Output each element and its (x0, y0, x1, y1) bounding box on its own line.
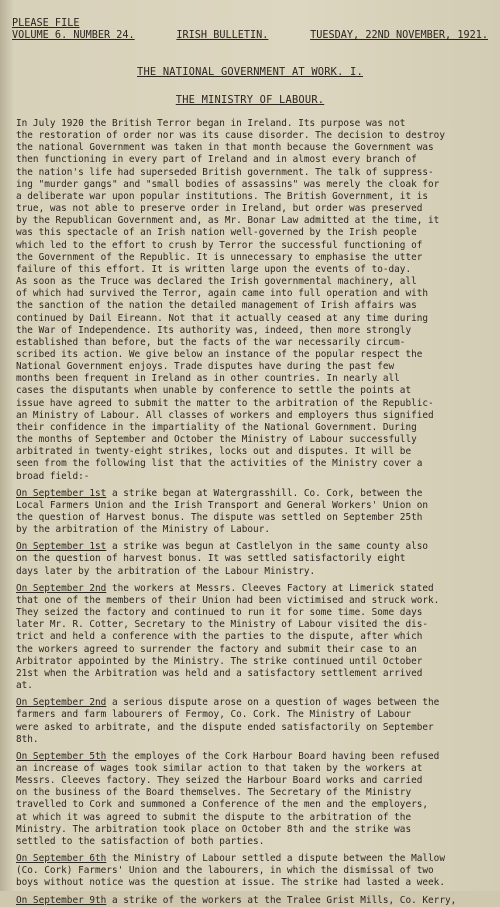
entry-date: On September 9th (16, 894, 107, 906)
please-file-label: PLEASE FILE (12, 18, 80, 29)
header-line (12, 30, 488, 42)
entry-paragraph (16, 853, 482, 889)
entry-date: On September 1st (16, 487, 107, 499)
entry-paragraph (16, 751, 482, 848)
entry-paragraph (16, 583, 482, 692)
entry-text: a strike began at Watergrasshill. Co. Cork, between the Local Farmers Union and the Irish Transport and General Workers' Union on the question of Harvest bonus. The dispute was settled on September 25th by the arbitration of the Ministry of Labour. (16, 487, 429, 536)
entry-text: the Ministry of Labour settled a dispute between the Mallow (Co. Cork) Farmers' Union and the labourers, in which the dismissal of two boys without notice was the question at issue. The strike had lasted a week. (16, 853, 445, 889)
article-subtitle: THE MINISTRY OF LABOUR. (175, 94, 325, 106)
entry-date: On September 2nd (16, 697, 107, 709)
entry-paragraph (16, 488, 482, 537)
entry-paragraph (16, 895, 482, 907)
entry-paragraph (16, 697, 482, 746)
entry-text: a serious dispute arose on a question of wages between the farmers and farm labourers of Fermoy, Co. Cork. The Ministry of Labour were asked to arbitrate, and the dispute ended satisfactorily on September 8th. (16, 697, 440, 745)
entry-date: On September 5th (16, 750, 107, 762)
entry-text: a strike of the workers at the Tralee Grist Mills, Co. Kerry, (106, 894, 457, 906)
entry-text: a strike was begun at Castlelyon in the same county also on the question of harvest bonus. It was settled satisfactorily eight days later by the arbitration of the Labour Ministry. (16, 541, 429, 577)
issue-date: TUESDAY, 22ND NOVEMBER, 1921. (310, 30, 488, 41)
publication-name: IRISH BULLETIN. (176, 30, 269, 41)
entry-text: the employes of the Cork Harbour Board having been refused an increase of wages took similar action to that taken by the workers at Messrs. Cleeves factory. They seized the Harbour Board works and carried on the business of the Board themselves. The Secretary of the Ministry travelled to Cork and summoned a Conference of the men and the employers, at which it was agreed to submit the dispute to the arbitration of the Ministry. The arbitration took place on October 8th and the strike was settled to the satisfaction of both parties. (16, 750, 440, 847)
article-body (16, 118, 482, 907)
bulletin-header (12, 18, 492, 62)
entry-paragraph (16, 541, 482, 577)
entry-date: On September 1st (16, 541, 107, 553)
volume-number: VOLUME 6. NUMBER 24. (12, 30, 135, 41)
entry-date: On September 6th (16, 853, 107, 865)
entry-date: On September 2nd (16, 582, 107, 594)
entry-text: the workers at Messrs. Cleeves Factory at Limerick stated that one of the members of their Union had been victimised and struck work. They seized the factory and continued to run it for some time. Some days later Mr. R. Cotter, Secretary to the Ministry of Labour visited the dis- trict and held a conference with the parties to the dispute, after which the workers agreed to surrender the factory and submit their case to an Arbitrator appointed by the Ministry. The strike continued until October 21st when the Arbitration was held and a satisfactory settlement arrived at. (16, 582, 440, 692)
intro-paragraph: In July 1920 the British Terror began in Ireland. Its purpose was not the restoration of order nor was its cause disorder. The decision to destroy the national Government was taken in that month because the Government was then functioning in every part of Ireland and in almost every branch of the nation's life had superseded British government. The talk of suppress- ing "murder gangs" and "small bodies of assassins" was merely the cloak for a deliberate war upon popular institutions. The British Government, it is true, was not able to preserve order in Ireland, but order was preserved by the Republican Government and, as Mr. Bonar Law admitted at the time, it was this spectacle of an Irish nation well-governed by the Irish people which led to the effort to crush by Terror the successful functioning of the Government of the Republic. It is unnecessary to emphasise the utter failure of this effort. It is written large upon the events of to-day. As soon as the Truce was declared the Irish governmental machinery, all of which had survived the Terror, again came into full operation and with the sanction of the nation the detailed management of Irish affairs was continued by Dail Eireann. Not that it actually ceased at any time during the War of Independence. Its authority was, indeed, then more strongly established than before, but the facts of the war necessarily circum- scribed its action. We give below an instance of the popular respect the National Government enjoys. Trade disputes have during the past few months been frequent in Ireland as in other countries. In nearly all cases the disputants when unable by conference to settle the points at issue have agreed to submit the matter to the arbitration of the Republic- an Ministry of Labour. All classes of workers and employers thus signified their confidence in the impartiality of the National Government. During the months of September and October the Ministry of Labour successfully arbitrated in twenty-eight strikes, locks out and disputes. It will be seen from the following list that the activities of the Ministry cover a broad field:- (16, 118, 445, 482)
article-title: THE NATIONAL GOVERNMENT AT WORK. I. (137, 66, 363, 78)
